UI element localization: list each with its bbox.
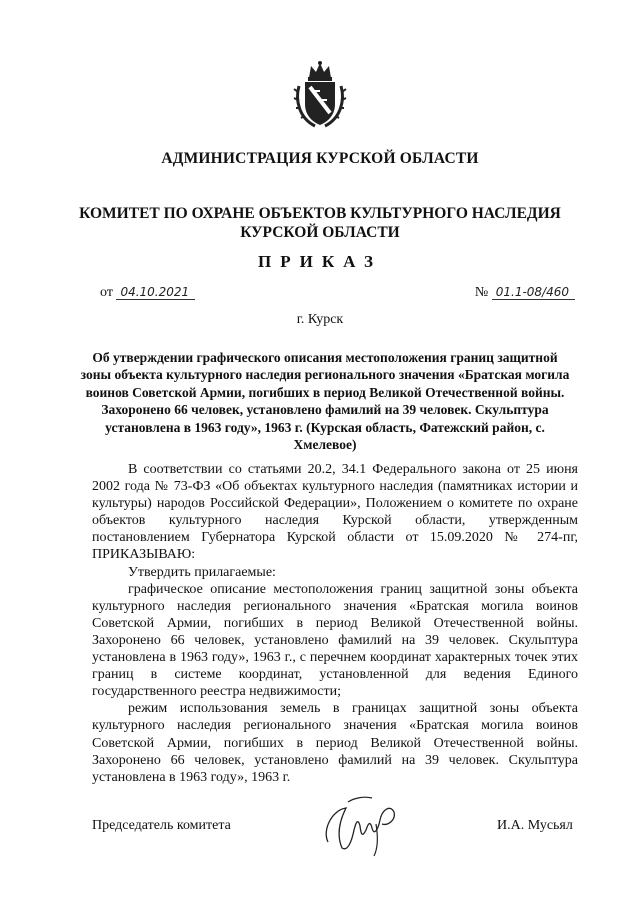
number-value: 01.1-08/460 bbox=[492, 285, 575, 300]
document-type: ПРИКАЗ bbox=[258, 252, 382, 271]
signatory-position: Председатель комитета bbox=[92, 818, 231, 833]
committee-line-1: КОМИТЕТ ПО ОХРАНЕ ОБЪЕКТОВ КУЛЬТУРНОГО НАСЛЕДИЯ bbox=[79, 205, 561, 222]
organization-name: АДМИНИСТРАЦИЯ КУРСКОЙ ОБЛАСТИ bbox=[161, 150, 479, 167]
coat-of-arms-icon bbox=[293, 60, 347, 130]
committee-name bbox=[0, 204, 640, 242]
date-value: 04.10.2021 bbox=[116, 285, 195, 300]
city: г. Курск bbox=[296, 312, 344, 327]
committee-line-2: КУРСКОЙ ОБЛАСТИ bbox=[240, 224, 400, 241]
handwritten-signature bbox=[318, 790, 408, 860]
signatory-name: И.А. Мусьял bbox=[497, 818, 573, 833]
document-title: Об утверждении графического описания местоположения границ защитной зоны объекта культурного наследия регионального значения «Братская могила воинов Советской Армии, погибших в период Великой Отечественной войны. Захоронено 66 человек, установлено фамилий на 39 человек. Скульптура установлена в 1963 году», 1963 г. (Курская область, Фатежский район, с. Хмелевое) bbox=[80, 350, 570, 453]
body-paragraph: графическое описание местоположения границ защитной зоны объекта культурного наследия регионального значения «Братская могила воинов Советской Армии, погибших в период Великой Отечественной войны. Захоронено 66 человек, установлено фамилий на 39 человек. Скульптура установлена в 1963 году», 1963 г., с перечнем координат характерных точек этих границ в системе координат, установленной для ведения Единого государственного реестра недвижимости; bbox=[92, 581, 578, 700]
date-prefix: от bbox=[100, 285, 113, 300]
body-paragraph: В соответствии со статьями 20.2, 34.1 Федерального закона от 25 июня 2002 года № 73-ФЗ «Об объектах культурного наследия (памятниках истории и культуры) народов Российской Федерации», Положением о комитете по охране объектов культурного наследия Курской области, утвержденным постановлением Губернатора Курской области от 15.09.2020 № 274-пг, ПРИКАЗЫВАЮ: bbox=[92, 462, 578, 563]
document-body bbox=[92, 461, 578, 786]
body-paragraph: Утвердить прилагаемые: bbox=[128, 564, 276, 580]
number-prefix: № bbox=[474, 285, 489, 300]
order-date bbox=[100, 285, 195, 301]
order-number bbox=[475, 285, 575, 301]
body-paragraph: режим использования земель в границах защитной зоны объекта культурного наследия регионального значения «Братская могила воинов Советской Армии, погибших в период Великой Отечественной войны. Захоронено 66 человек, установлено фамилий на 39 человек. Скульптура установлена в 1963 году», 1963 г. bbox=[92, 701, 578, 785]
